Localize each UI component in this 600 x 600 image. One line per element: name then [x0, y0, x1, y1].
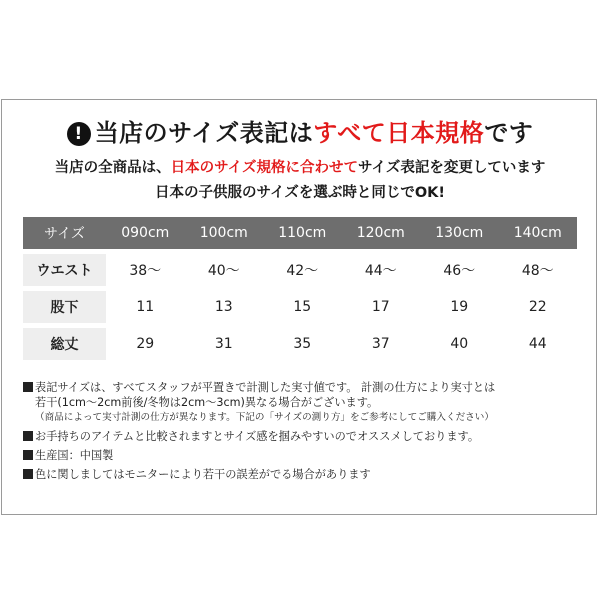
value-cell: 13: [185, 291, 264, 323]
value-cell: 42〜: [263, 254, 342, 286]
title-highlight: すべて日本規格: [313, 119, 485, 147]
value-cell: 40〜: [185, 254, 264, 286]
square-bullet-icon: [23, 431, 33, 441]
subtitle-line-2: 日本の子供服のサイズを選ぶ時と同じでOK!: [154, 185, 445, 201]
value-cell: 15: [263, 291, 342, 323]
size-table: [23, 212, 577, 365]
note-text: 若干(1cm〜2cm前後/冬物は2cm〜3cm)異なる場合がございます。: [35, 396, 379, 409]
value-cell: 31: [185, 328, 264, 360]
note-item: [23, 380, 583, 395]
row-label-cell: 股下: [23, 291, 106, 323]
note-item: [23, 467, 583, 482]
size-header-cell: 140cm: [499, 217, 578, 249]
title-prefix: 当店のサイズ表記は: [94, 119, 314, 147]
subtitle-line-1-highlight: 日本のサイズ規格に合わせて: [170, 160, 358, 176]
value-cell: 38〜: [106, 254, 185, 286]
note-text: （商品によって実寸計測の仕方が異なります。下記の「サイズの測り方」をご参考にしてご購入ください）: [35, 412, 494, 423]
size-header-cell: 090cm: [106, 217, 185, 249]
value-cell: 19: [420, 291, 499, 323]
exclamation-icon: !: [67, 122, 91, 146]
header-label-cell: サイズ: [23, 217, 106, 249]
note-text: 色に関しましてはモニターにより若干の誤差がでる場合があります: [35, 468, 371, 481]
value-cell: 35: [263, 328, 342, 360]
square-bullet-icon: [23, 382, 33, 392]
row-label-cell: ウエスト: [23, 254, 106, 286]
value-cell: 29: [106, 328, 185, 360]
size-header-cell: 100cm: [185, 217, 264, 249]
subtitle-line-1-a: 当店の全商品は、: [54, 160, 171, 176]
subtitle-line-1: [0, 156, 600, 177]
table-row-waist: [23, 254, 577, 286]
size-header-cell: 130cm: [420, 217, 499, 249]
title-suffix: です: [484, 119, 534, 147]
note-text: 生産国：中国製: [35, 449, 114, 462]
size-header-cell: 120cm: [342, 217, 421, 249]
note-item: [23, 448, 583, 463]
value-cell: 17: [342, 291, 421, 323]
table-row-inseam: [23, 291, 577, 323]
value-cell: 40: [420, 328, 499, 360]
square-bullet-icon: [23, 450, 33, 460]
value-cell: 44〜: [342, 254, 421, 286]
note-text: お手持ちのアイテムと比較されますとサイズ感を掴みやすいのでオススメしております。: [35, 430, 480, 443]
table-row-length: [23, 328, 577, 360]
value-cell: 37: [342, 328, 421, 360]
note-item: [23, 429, 583, 444]
note-text: 表記サイズは、すべてスタッフが平置きで計測した実寸値です。 計測の仕方により実寸とは: [35, 381, 496, 394]
value-cell: 11: [106, 291, 185, 323]
notes-section: [23, 380, 583, 482]
subtitle-line-1-b: サイズ表記を変更しています: [358, 160, 546, 176]
value-cell: 46〜: [420, 254, 499, 286]
value-cell: 48〜: [499, 254, 578, 286]
square-bullet-icon: [23, 469, 33, 479]
value-cell: 44: [499, 328, 578, 360]
size-header-cell: 110cm: [263, 217, 342, 249]
row-label-cell: 総丈: [23, 328, 106, 360]
size-table-header-row: [23, 217, 577, 249]
page-title: [0, 113, 600, 148]
value-cell: 22: [499, 291, 578, 323]
